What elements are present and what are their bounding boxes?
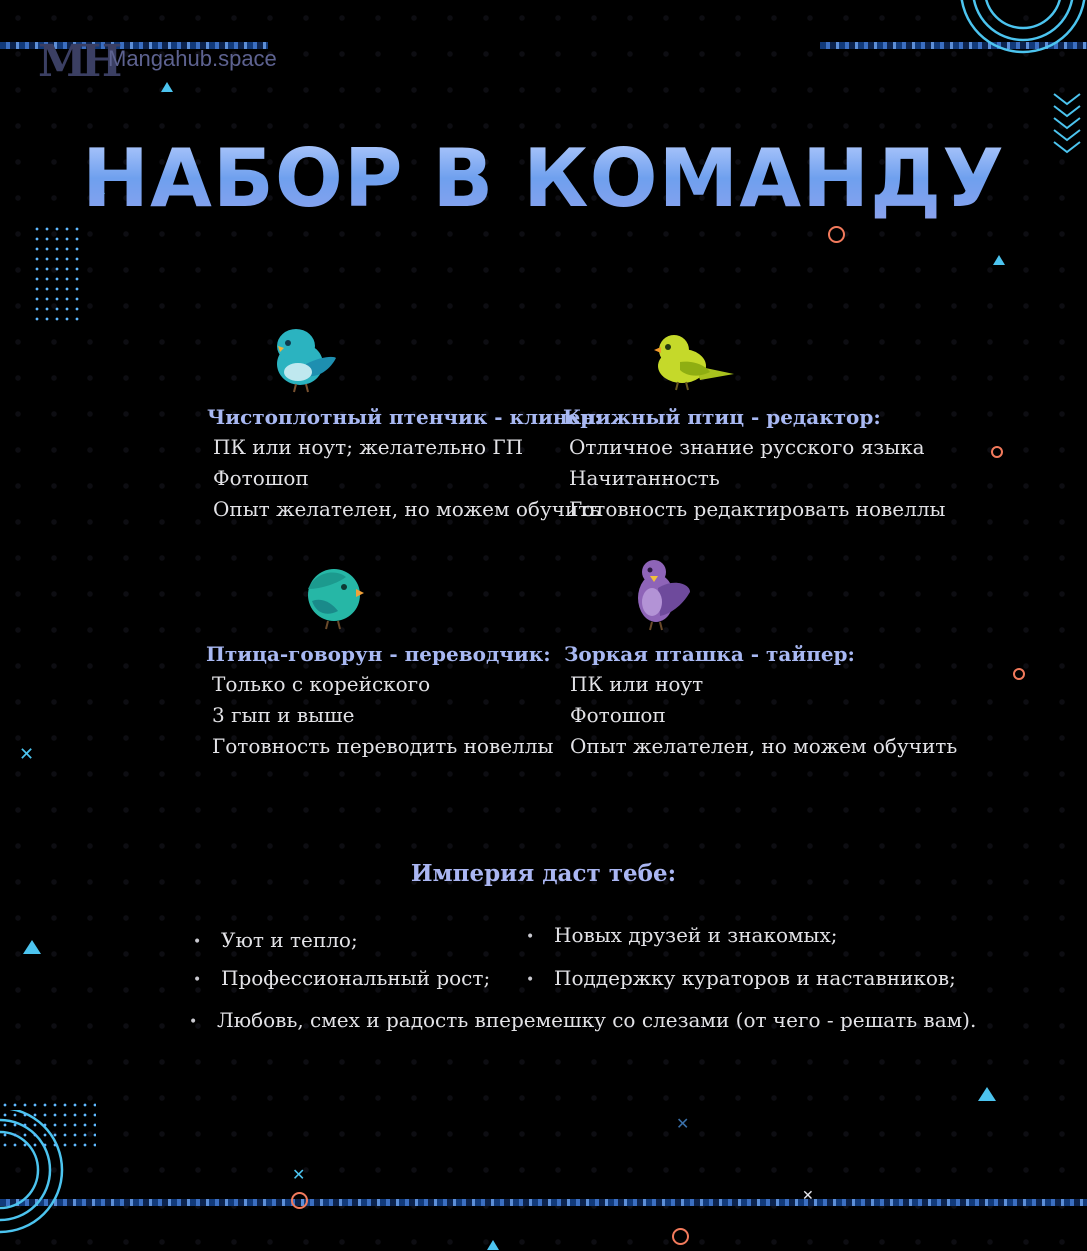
dot-grid-bottom-left (0, 1100, 96, 1150)
cross-deco: ✕ (802, 1188, 814, 1204)
triangle-deco (978, 1087, 996, 1101)
triangle-deco (487, 1240, 499, 1250)
requirement-item: 3 гып и выше (212, 703, 355, 727)
role-translator (206, 642, 553, 765)
bottom-band (0, 1199, 1087, 1206)
requirement-item: Опыт желателен, но можем обучить (213, 497, 601, 521)
benefit-item (526, 966, 956, 990)
benefits-title: Империя даст тебе: (410, 860, 677, 887)
bullet: • (193, 933, 202, 950)
role-editor (563, 405, 945, 528)
circle-deco (828, 226, 845, 243)
role-cleaner (207, 405, 602, 528)
triangle-deco (23, 940, 41, 954)
requirement-item: ПК или ноут (570, 672, 704, 696)
requirement-item: Отличное знание русского языка (569, 435, 925, 459)
dot-grid-left (32, 224, 80, 324)
logo-mark: MH (38, 36, 117, 87)
requirement-item: Начитанность (569, 466, 720, 490)
site-logo[interactable] (38, 36, 338, 86)
benefit-text: Поддержку кураторов и наставников; (554, 966, 956, 990)
circle-deco (672, 1228, 689, 1245)
role-title: Чистоплотный птенчик - клинер: (207, 405, 602, 429)
requirement-item: Только с корейского (212, 672, 431, 696)
role-title: Зоркая пташка - тайпер: (564, 642, 855, 666)
benefit-text: Профессиональный рост; (221, 966, 491, 990)
requirement-item: Опыт желателен, но можем обучить (570, 734, 958, 758)
circle-deco (1013, 668, 1025, 680)
page-title: НАБОР В КОМАНДУ (0, 132, 1087, 225)
benefit-text: Уют и тепло; (221, 928, 358, 952)
benefit-item (189, 1008, 976, 1032)
requirement-item: Готовность переводить новеллы (212, 734, 554, 758)
triangle-deco (161, 82, 173, 92)
bullet: • (189, 1013, 198, 1030)
concentric-circles-top-right (955, 0, 1087, 60)
benefit-item (526, 923, 838, 947)
bullet: • (193, 971, 202, 988)
triangle-deco (993, 255, 1005, 265)
teal-bird-icon (302, 563, 366, 631)
benefit-text: Новых друзей и знакомых; (554, 923, 838, 947)
yellow-green-bird-icon (650, 330, 736, 392)
requirement-item: Готовность редактировать новеллы (569, 497, 946, 521)
benefit-text: Любовь, смех и радость вперемешку со слезами (от чего - решать вам). (217, 1008, 977, 1032)
cross-deco: ✕ (676, 1114, 690, 1133)
teal-bird-icon (270, 326, 340, 394)
requirement-item: Фотошоп (570, 703, 666, 727)
bullet: • (526, 971, 535, 988)
cross-deco: ✕ (19, 744, 35, 765)
cross-deco: ✕ (292, 1165, 306, 1184)
bullet: • (526, 928, 535, 945)
logo-text: Mangahub.space (108, 46, 277, 71)
requirement-item: ПК или ноут; желательно ГП (213, 435, 524, 459)
benefit-item (193, 928, 358, 952)
role-title: Книжный птиц - редактор: (563, 405, 881, 429)
benefit-item (193, 966, 490, 990)
role-title: Птица-говорун - переводчик: (206, 642, 551, 666)
circle-deco (991, 446, 1003, 458)
requirement-item: Фотошоп (213, 466, 309, 490)
purple-bird-icon (634, 558, 694, 632)
circle-deco (291, 1192, 308, 1209)
role-typer (564, 642, 957, 765)
